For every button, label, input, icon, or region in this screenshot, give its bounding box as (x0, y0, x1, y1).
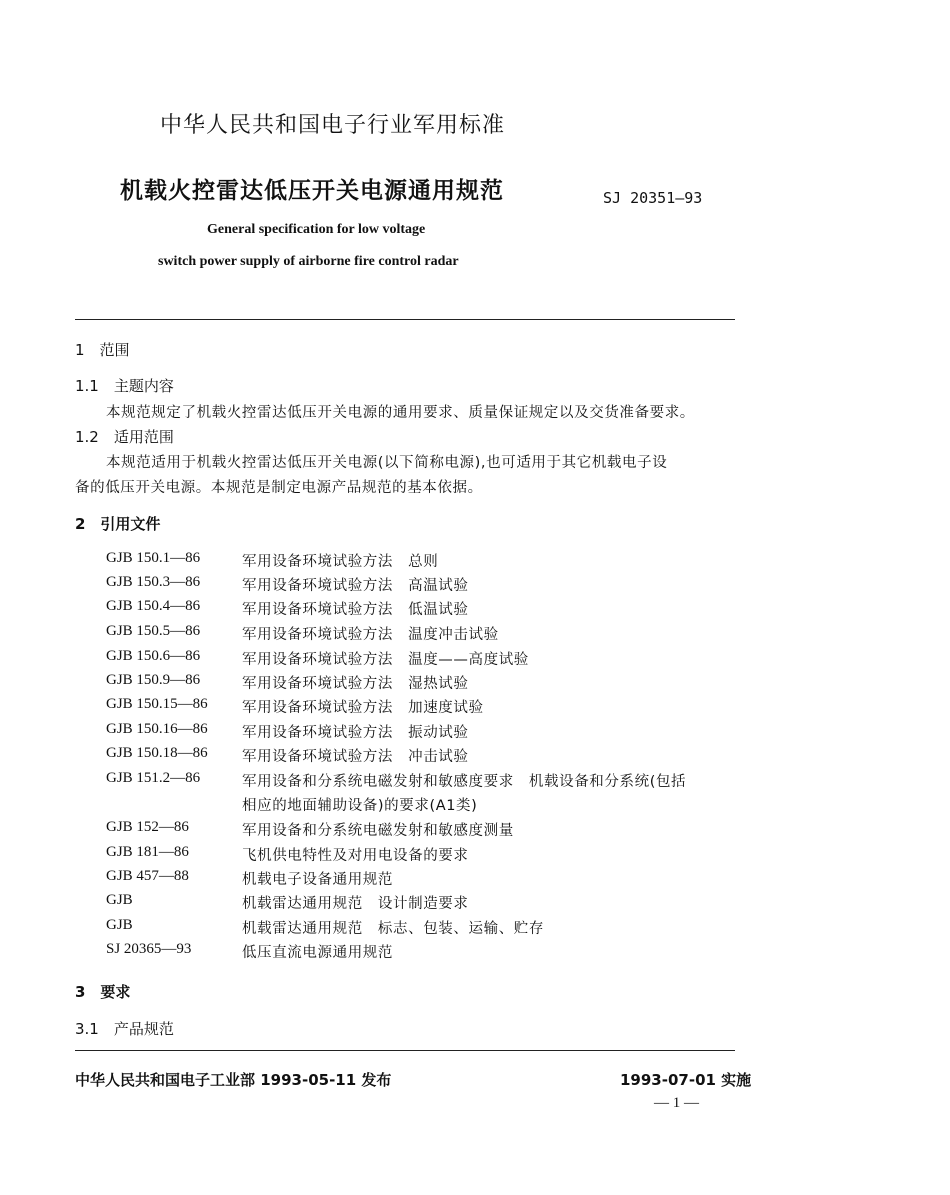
standard-code: SJ 20351—93 (603, 189, 703, 207)
reference-title: 军用设备环境试验方法 加速度试验 (242, 700, 484, 716)
section-1-heading: 1 范围 (75, 341, 130, 359)
reference-code: SJ 20365—93 (106, 941, 192, 957)
section-3-heading: 3 要求 (75, 983, 131, 1001)
reference-code: GJB 181—86 (106, 844, 189, 860)
english-title-line-1: General specification for low voltage (207, 222, 426, 237)
section-1-1-heading: 1.1 主题内容 (75, 377, 174, 395)
reference-code: GJB 150.4—86 (106, 598, 201, 614)
reference-code: GJB 152—86 (106, 819, 189, 835)
section-3-1-heading: 3.1 产品规范 (75, 1020, 174, 1038)
document-title: 机载火控雷达低压开关电源通用规范 (120, 178, 504, 204)
section-1-2-heading: 1.2 适用范围 (75, 428, 174, 446)
reference-title: 军用设备环境试验方法 温度冲击试验 (242, 627, 499, 643)
reference-code: GJB 150.16—86 (106, 721, 208, 737)
english-title-line-2: switch power supply of airborne fire control radar (158, 254, 459, 269)
section-1-2-body-line-1: 本规范适用于机载火控雷达低压开关电源(以下简称电源),也可适用于其它机载电子设 (106, 455, 668, 471)
reference-title: 飞机供电特性及对用电设备的要求 (242, 848, 469, 864)
reference-title: 机载电子设备通用规范 (242, 872, 393, 888)
reference-title-continued: 相应的地面辅助设备)的要求(A1类) (242, 798, 478, 814)
issuing-org-title: 中华人民共和国电子行业军用标准 (160, 113, 506, 138)
section-1-2-body-line-2: 备的低压开关电源。本规范是制定电源产品规范的基本依据。 (75, 480, 483, 496)
reference-code: GJB 150.5—86 (106, 623, 201, 639)
reference-title: 军用设备环境试验方法 温度——高度试验 (242, 652, 529, 668)
reference-title: 军用设备环境试验方法 湿热试验 (242, 676, 469, 692)
reference-title: 军用设备环境试验方法 振动试验 (242, 725, 469, 741)
reference-title: 军用设备环境试验方法 冲击试验 (242, 749, 469, 765)
header-divider (75, 319, 735, 320)
reference-code: GJB 457—88 (106, 868, 189, 884)
reference-title: 机载雷达通用规范 设计制造要求 (242, 896, 469, 912)
reference-code: GJB 151.2—86 (106, 770, 201, 786)
reference-code: GJB 150.15—86 (106, 696, 208, 712)
reference-title: 低压直流电源通用规范 (242, 945, 393, 961)
reference-code: GJB (106, 892, 133, 908)
section-1-1-body: 本规范规定了机载火控雷达低压开关电源的通用要求、质量保证规定以及交货准备要求。 (106, 405, 695, 421)
reference-title: 军用设备和分系统电磁发射和敏感度测量 (242, 823, 514, 839)
page-number: — 1 — (654, 1095, 699, 1111)
reference-code: GJB 150.18—86 (106, 745, 208, 761)
reference-code: GJB 150.9—86 (106, 672, 201, 688)
issued-date: 中华人民共和国电子工业部 1993-05-11 发布 (75, 1071, 392, 1089)
reference-code: GJB (106, 917, 133, 933)
effective-date: 1993-07-01 实施 (620, 1071, 752, 1089)
footer-divider (75, 1050, 735, 1051)
reference-title: 军用设备环境试验方法 低温试验 (242, 602, 469, 618)
reference-code: GJB 150.6—86 (106, 648, 201, 664)
reference-code: GJB 150.1—86 (106, 550, 201, 566)
reference-title: 军用设备和分系统电磁发射和敏感度要求 机载设备和分系统(包括 (242, 774, 687, 790)
reference-code: GJB 150.3—86 (106, 574, 201, 590)
section-2-heading: 2 引用文件 (75, 515, 161, 533)
reference-title: 机载雷达通用规范 标志、包装、运输、贮存 (242, 921, 544, 937)
reference-title: 军用设备环境试验方法 高温试验 (242, 578, 469, 594)
reference-title: 军用设备环境试验方法 总则 (242, 554, 439, 570)
